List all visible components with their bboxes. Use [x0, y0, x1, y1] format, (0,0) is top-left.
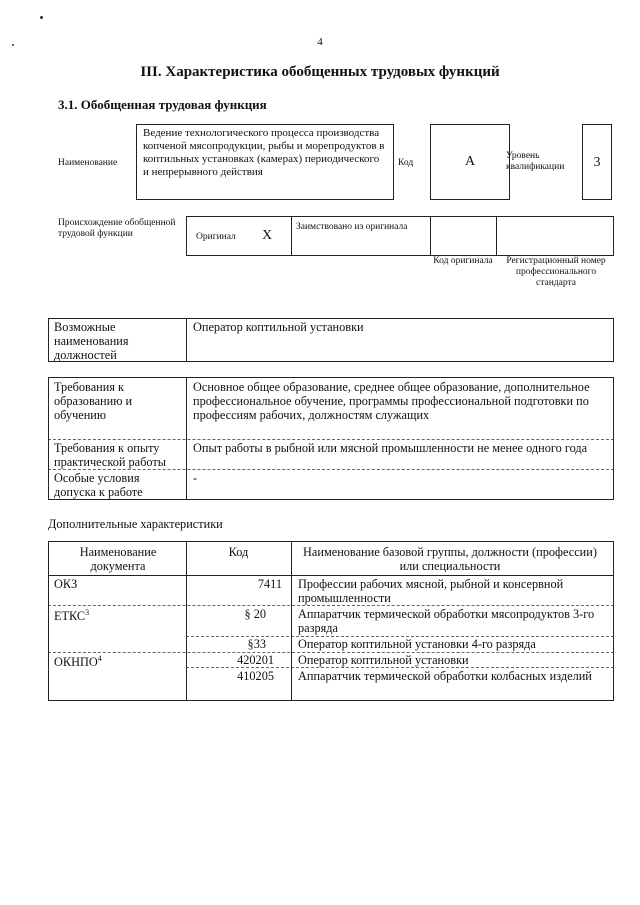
col-name-header: Наименование базовой группы, должности (профессии) или специальности	[303, 545, 597, 573]
col-doc-header: Наименование документа	[79, 545, 157, 573]
level-value: 3	[593, 155, 601, 170]
origin-label: Происхождение обобщенной трудовой функции	[58, 218, 176, 239]
scan-speck	[40, 16, 43, 19]
table-row-name: Аппаратчик термической обработки колбасных изделий	[298, 669, 592, 683]
table-row-code: 410205	[237, 669, 274, 683]
table-row-code: §33	[247, 637, 266, 651]
level-label: Уровень квалификации	[506, 151, 565, 172]
doc-name: ОКНПО	[54, 655, 98, 670]
code-label: Код	[398, 158, 414, 168]
code-value: A	[464, 154, 476, 169]
name-label: Наименование	[58, 158, 118, 168]
table-row-name: Оператор коптильной установки	[298, 653, 469, 667]
function-name-box	[136, 124, 394, 200]
footnote-ref: 3	[85, 608, 90, 617]
original-mark: X	[262, 228, 273, 243]
function-name-value: Ведение технологического процесса производства копченой мясопродукции, рыбы и морепродуктов в коптильных установках (камерах) периодического и непрерывного действия	[143, 127, 385, 178]
table-row-name: Профессии рабочих мясной, рыбной и консервной промышленности	[298, 577, 564, 605]
education-req-label: Требования к образованию и обучению	[54, 380, 133, 422]
special-conditions-value: -	[193, 471, 198, 485]
footnote-ref: 4	[97, 654, 102, 663]
education-req-value: Основное общее образование, среднее общее образование, дополнительное профессиональное обучение, программы профессиональной подготовки по профессиям рабочих, должностям служащих	[193, 380, 590, 422]
subsection-title: 3.1. Обобщенная трудовая функция	[58, 97, 267, 112]
table-row-name: Аппаратчик термической обработки мясопродуктов 3-го разряда	[298, 607, 595, 635]
special-conditions-label: Особые условия допуска к работе	[54, 471, 143, 499]
original-label: Оригинал	[196, 232, 236, 242]
table-row-doc: ОКЗ	[54, 577, 78, 591]
table-row-code: § 20	[244, 607, 266, 621]
positions-value: Оператор коптильной установки	[193, 320, 364, 334]
code-original-caption: Код оригинала	[433, 256, 493, 266]
col-code-header: Код	[228, 545, 249, 559]
table-row-doc	[54, 606, 89, 623]
additional-heading: Дополнительные характеристики	[48, 517, 223, 531]
table-row-code: 420201	[237, 653, 274, 667]
reg-number-caption: Регистрационный номер профессионального стандарта	[506, 256, 606, 288]
experience-req-value: Опыт работы в рыбной или мясной промышленности не менее одного года	[193, 441, 588, 455]
table-row-name: Оператор коптильной установки 4-го разряда	[298, 637, 536, 651]
section-title: III. Характеристика обобщенных трудовых функций	[140, 64, 500, 80]
page-number: 4	[317, 36, 323, 48]
borrowed-label: Заимствовано из оригинала	[296, 222, 408, 232]
table-row-doc	[54, 652, 102, 669]
table-row-code: 7411	[257, 577, 282, 591]
doc-name: ЕТКС	[54, 609, 86, 624]
experience-req-label: Требования к опыту практической работы	[54, 441, 166, 469]
positions-label: Возможные наименования должностей	[54, 320, 129, 362]
